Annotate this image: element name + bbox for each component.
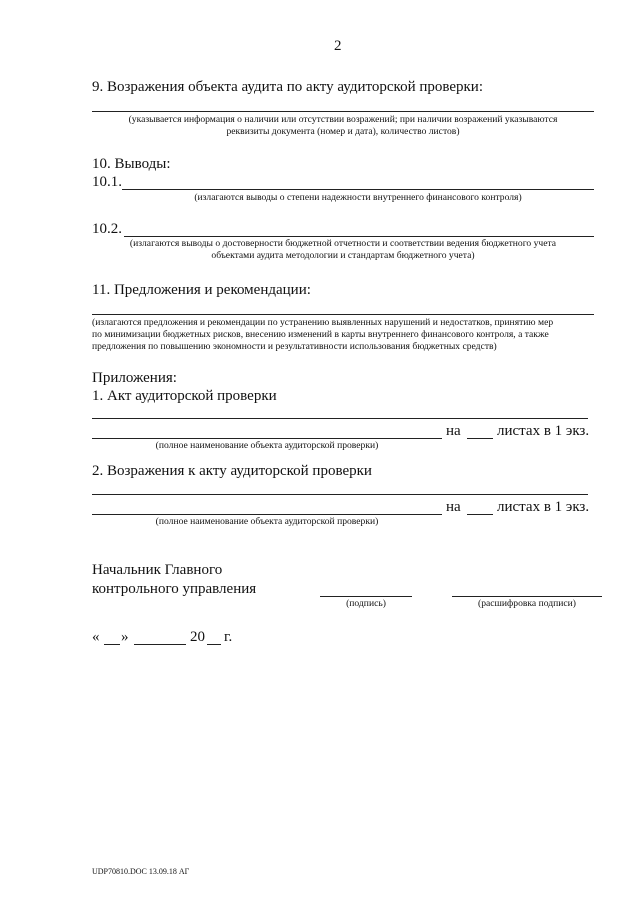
section11-note-1: (излагаются предложения и рекомендации по устранению выявленных нарушений и недостатков, принятию мер — [92, 317, 554, 328]
appendix-item2-sheets-blank — [467, 514, 493, 515]
signature-position-2: контрольного управления — [92, 581, 257, 597]
section10-item2-note-1: (излагаются выводы о достоверности бюджетной отчетности и соответствии ведения бюджетного учета — [129, 238, 557, 249]
section10-item1-note: (излагаются выводы о степени надежности внутреннего финансового контроля) — [194, 192, 522, 203]
section10-item1-label: 10.1. — [92, 174, 122, 190]
section9-heading: 9. Возражения объекта аудита по акту аудиторской проверки: — [92, 79, 484, 95]
appendix-item1-sheets-blank — [467, 438, 493, 439]
date-open-quote: « — [92, 629, 100, 645]
signature-decode-label: (расшифровка подписи) — [478, 598, 576, 609]
date-month-blank — [134, 644, 186, 645]
appendix-item2-na: на — [446, 499, 461, 515]
section9-note-2: реквизиты документа (номер и дата), количество листов) — [226, 126, 460, 137]
appendix-item1-na: на — [446, 423, 461, 439]
section11-heading: 11. Предложения и рекомендации: — [92, 282, 311, 298]
appendix-item2-blank-line-1 — [92, 494, 588, 495]
date-year-prefix: 20 — [190, 629, 205, 645]
appendix-heading: Приложения: — [92, 370, 177, 386]
section10-item2-note-2: объектами аудита методологии и стандартам бюджетного учета) — [211, 250, 475, 261]
date-year-suffix: г. — [224, 629, 233, 645]
appendix-item1-sheets: листах в 1 экз. — [497, 423, 590, 439]
signature-sign-line — [320, 596, 412, 597]
section9-note-1: (указывается информация о наличии или отсутствии возражений; при наличии возражений указываются — [128, 114, 558, 125]
date-close-quote: » — [121, 629, 129, 645]
appendix-item2-sheets: листах в 1 экз. — [497, 499, 590, 515]
page-number: 2 — [334, 38, 342, 54]
section10-item1-blank-line — [122, 189, 594, 190]
signature-position-1: Начальник Главного — [92, 562, 223, 578]
date-year-blank — [207, 644, 221, 645]
appendix-item2-note: (полное наименование объекта аудиторской проверки) — [155, 516, 379, 527]
section11-note-3: предложения по повышению экономности и результативности использования бюджетных средств) — [92, 341, 497, 352]
appendix-item1-note: (полное наименование объекта аудиторской проверки) — [155, 440, 379, 451]
appendix-item1-blank-line-2 — [92, 438, 442, 439]
signature-sign-label: (подпись) — [346, 598, 386, 609]
section10-item2-label: 10.2. — [92, 221, 122, 237]
section11-note-2: по минимизации бюджетных рисков, внесению изменений в карты внутреннего финансового контроля, а также — [92, 329, 549, 340]
section11-blank-line — [92, 314, 594, 315]
section10-item2-blank-line — [124, 236, 594, 237]
appendix-item1-title: 1. Акт аудиторской проверки — [92, 388, 277, 404]
date-day-blank — [104, 644, 120, 645]
appendix-item2-blank-line-2 — [92, 514, 442, 515]
section10-heading: 10. Выводы: — [92, 156, 171, 172]
appendix-item2-title: 2. Возражения к акту аудиторской проверки — [92, 463, 372, 479]
section9-blank-line — [92, 111, 594, 112]
footer-doc-id: UDP70810.DOC 13.09.18 АГ — [92, 867, 190, 876]
appendix-item1-blank-line-1 — [92, 418, 588, 419]
signature-decode-line — [452, 596, 602, 597]
